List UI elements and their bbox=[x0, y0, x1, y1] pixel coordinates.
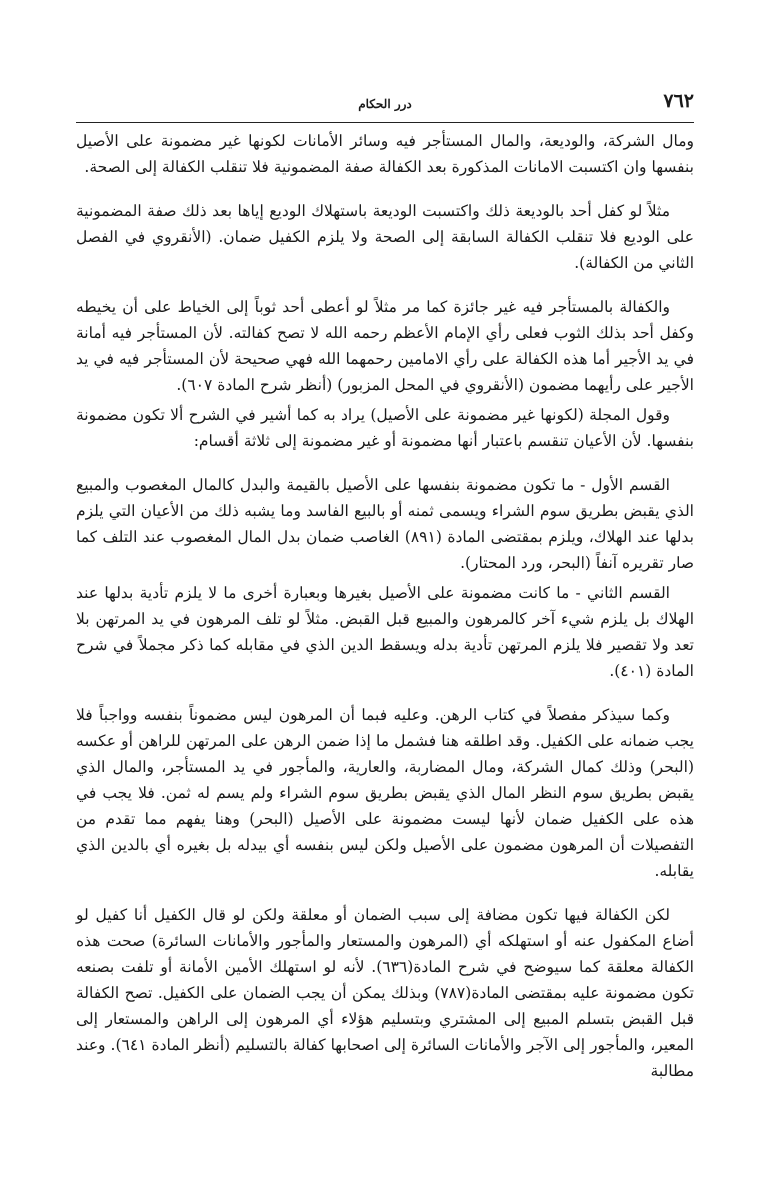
paragraph-8: لكن الكفالة فيها تكون مضافة إلى سبب الضمان أو معلقة ولكن لو قال الكفيل أنا كفيل لو أضاع المكفول عنه أو استهلكه أي (المرهون والمستعار والمأجور والأمانات السائرة) صحت هذه الكفالة معلقة كما سيوضح في شرح المادة(٦٣٦). لأنه لو استهلك الأمين الأمانة أو تلفت بصنعه تكون مضمونة عليه بمقتضى المادة(٧٨٧) وبذلك يمكن أن يجب الضمان على الكفيل. تصح الكفالة قبل القبض بتسلم المبيع إلى المشتري وبتسليم هؤلاء أي المرهون إلى الراهن والمستعار إلى المعير، والمأجور إلى الآجر والأمانات السائرة إلى اصحابها كفالة بالتسليم (أنظر المادة ٦٤١). وعند مطالبة bbox=[76, 906, 694, 1080]
paragraph-7: وكما سيذكر مفصلاً في كتاب الرهن. وعليه فبما أن المرهون ليس مضموناً بنفسه وواجباً فلا يجب ضمانه على الكفيل. وقد اطلقه هنا فشمل ما إذا ضمن الرهن على المرتهن للراهن أو عكسه (البحر) وذلك كمال الشركة، ومال المضاربة، والعارية، والمأجور في يد المستأجر، والمال الذي يقبض بطريق سوم النظر المال الذي يقبض بطريق سوم الشراء ولم يسم له ثمن. فلا يجب في هذه على الكفيل ضمان لأنها ليست مضمونة على الأصيل (البحر) وهنا يفهم مما تقدم من التفصيلات أن المرهون مضمون على الأصيل ولكن ليس بنفسه أي بيدله بل بغيره أي بالدين الذي يقابله. bbox=[76, 706, 694, 880]
paragraph-4: وقول المجلة (لكونها غير مضمونة على الأصيل) يراد به كما أشير في الشرح ألا تكون مضمونة بنفسها. لأن الأعيان تنقسم باعتبار أنها مضمونة أو غير مضمونة إلى ثلاثة أقسام: bbox=[76, 406, 694, 450]
page-header bbox=[76, 84, 694, 124]
paragraph-1: ومال الشركة، والوديعة، والمال المستأجر فيه وسائر الأمانات لكونها غير مضمونة على الأصيل بنفسها وان اكتسبت الامانات المذكورة بعد الكفالة صفة المضمونية فلا تنقلب الكفالة إلى الصحة. bbox=[76, 132, 694, 176]
paragraph-6: القسم الثاني - ما كانت مضمونة على الأصيل بغيرها وبعبارة أخرى ما لا يلزم تأدية بدلها عند الهلاك بل يلزم شيء آخر كالمرهون والمبيع قبل القبض. مثلاً لو تلف المرهون في يد المرتهن بلا تعد ولا تقصير فلا يلزم المرتهن تأدية بدله ويسقط الدين الذي في مقابله كما ذكر مجملاً في شرح المادة (٤٠١). bbox=[76, 584, 694, 680]
body-text bbox=[76, 128, 694, 1102]
header-rule bbox=[76, 122, 694, 123]
paragraph-5: القسم الأول - ما تكون مضمونة بنفسها على الأصيل بالقيمة والبدل كالمال المغصوب والمبيع الذي يقبض بطريق سوم الشراء ويسمى ثمنه أو بالبيع الفاسد وما يشبه ذلك من الأعيان التي يلزم بدلها عند الهلاك، ويلزم بمقتضى المادة (٨٩١) الغاصب ضمان بدل المال المغصوب عند التلف كما صار تقريره آنفاً (البحر، ورد المحتار). bbox=[76, 476, 694, 572]
paragraph-3: والكفالة بالمستأجر فيه غير جائزة كما مر مثلاً لو أعطى أحد ثوباً إلى الخياط على أن يخيطه وكفل أحد بذلك الثوب فعلى رأي الإمام الأعظم رحمه الله لا تصح كفالته. لأن المستأجر فيه أمانة في يد الأجير أما هذه الكفالة على رأي الامامين رحمهما الله فهي صحيحة لأن المستأجر فيه في يد الأجير على رأيهما مضمون (الأنقروي في المحل المزبور) (أنظر شرح المادة ٦٠٧). bbox=[76, 298, 694, 394]
running-title: درر الحكام bbox=[358, 97, 412, 111]
paragraph-2: مثلاً لو كفل أحد بالوديعة ذلك واكتسبت الوديعة باستهلاك الوديع إياها بعد ذلك صفة المضمونية على الوديع فلا تنقلب الكفالة السابقة إلى الصحة ولا يلزم الكفيل ضمان. (الأنقروي في الفصل الثاني من الكفالة). bbox=[76, 202, 694, 272]
page-number: ٧٦٢ bbox=[663, 90, 694, 112]
